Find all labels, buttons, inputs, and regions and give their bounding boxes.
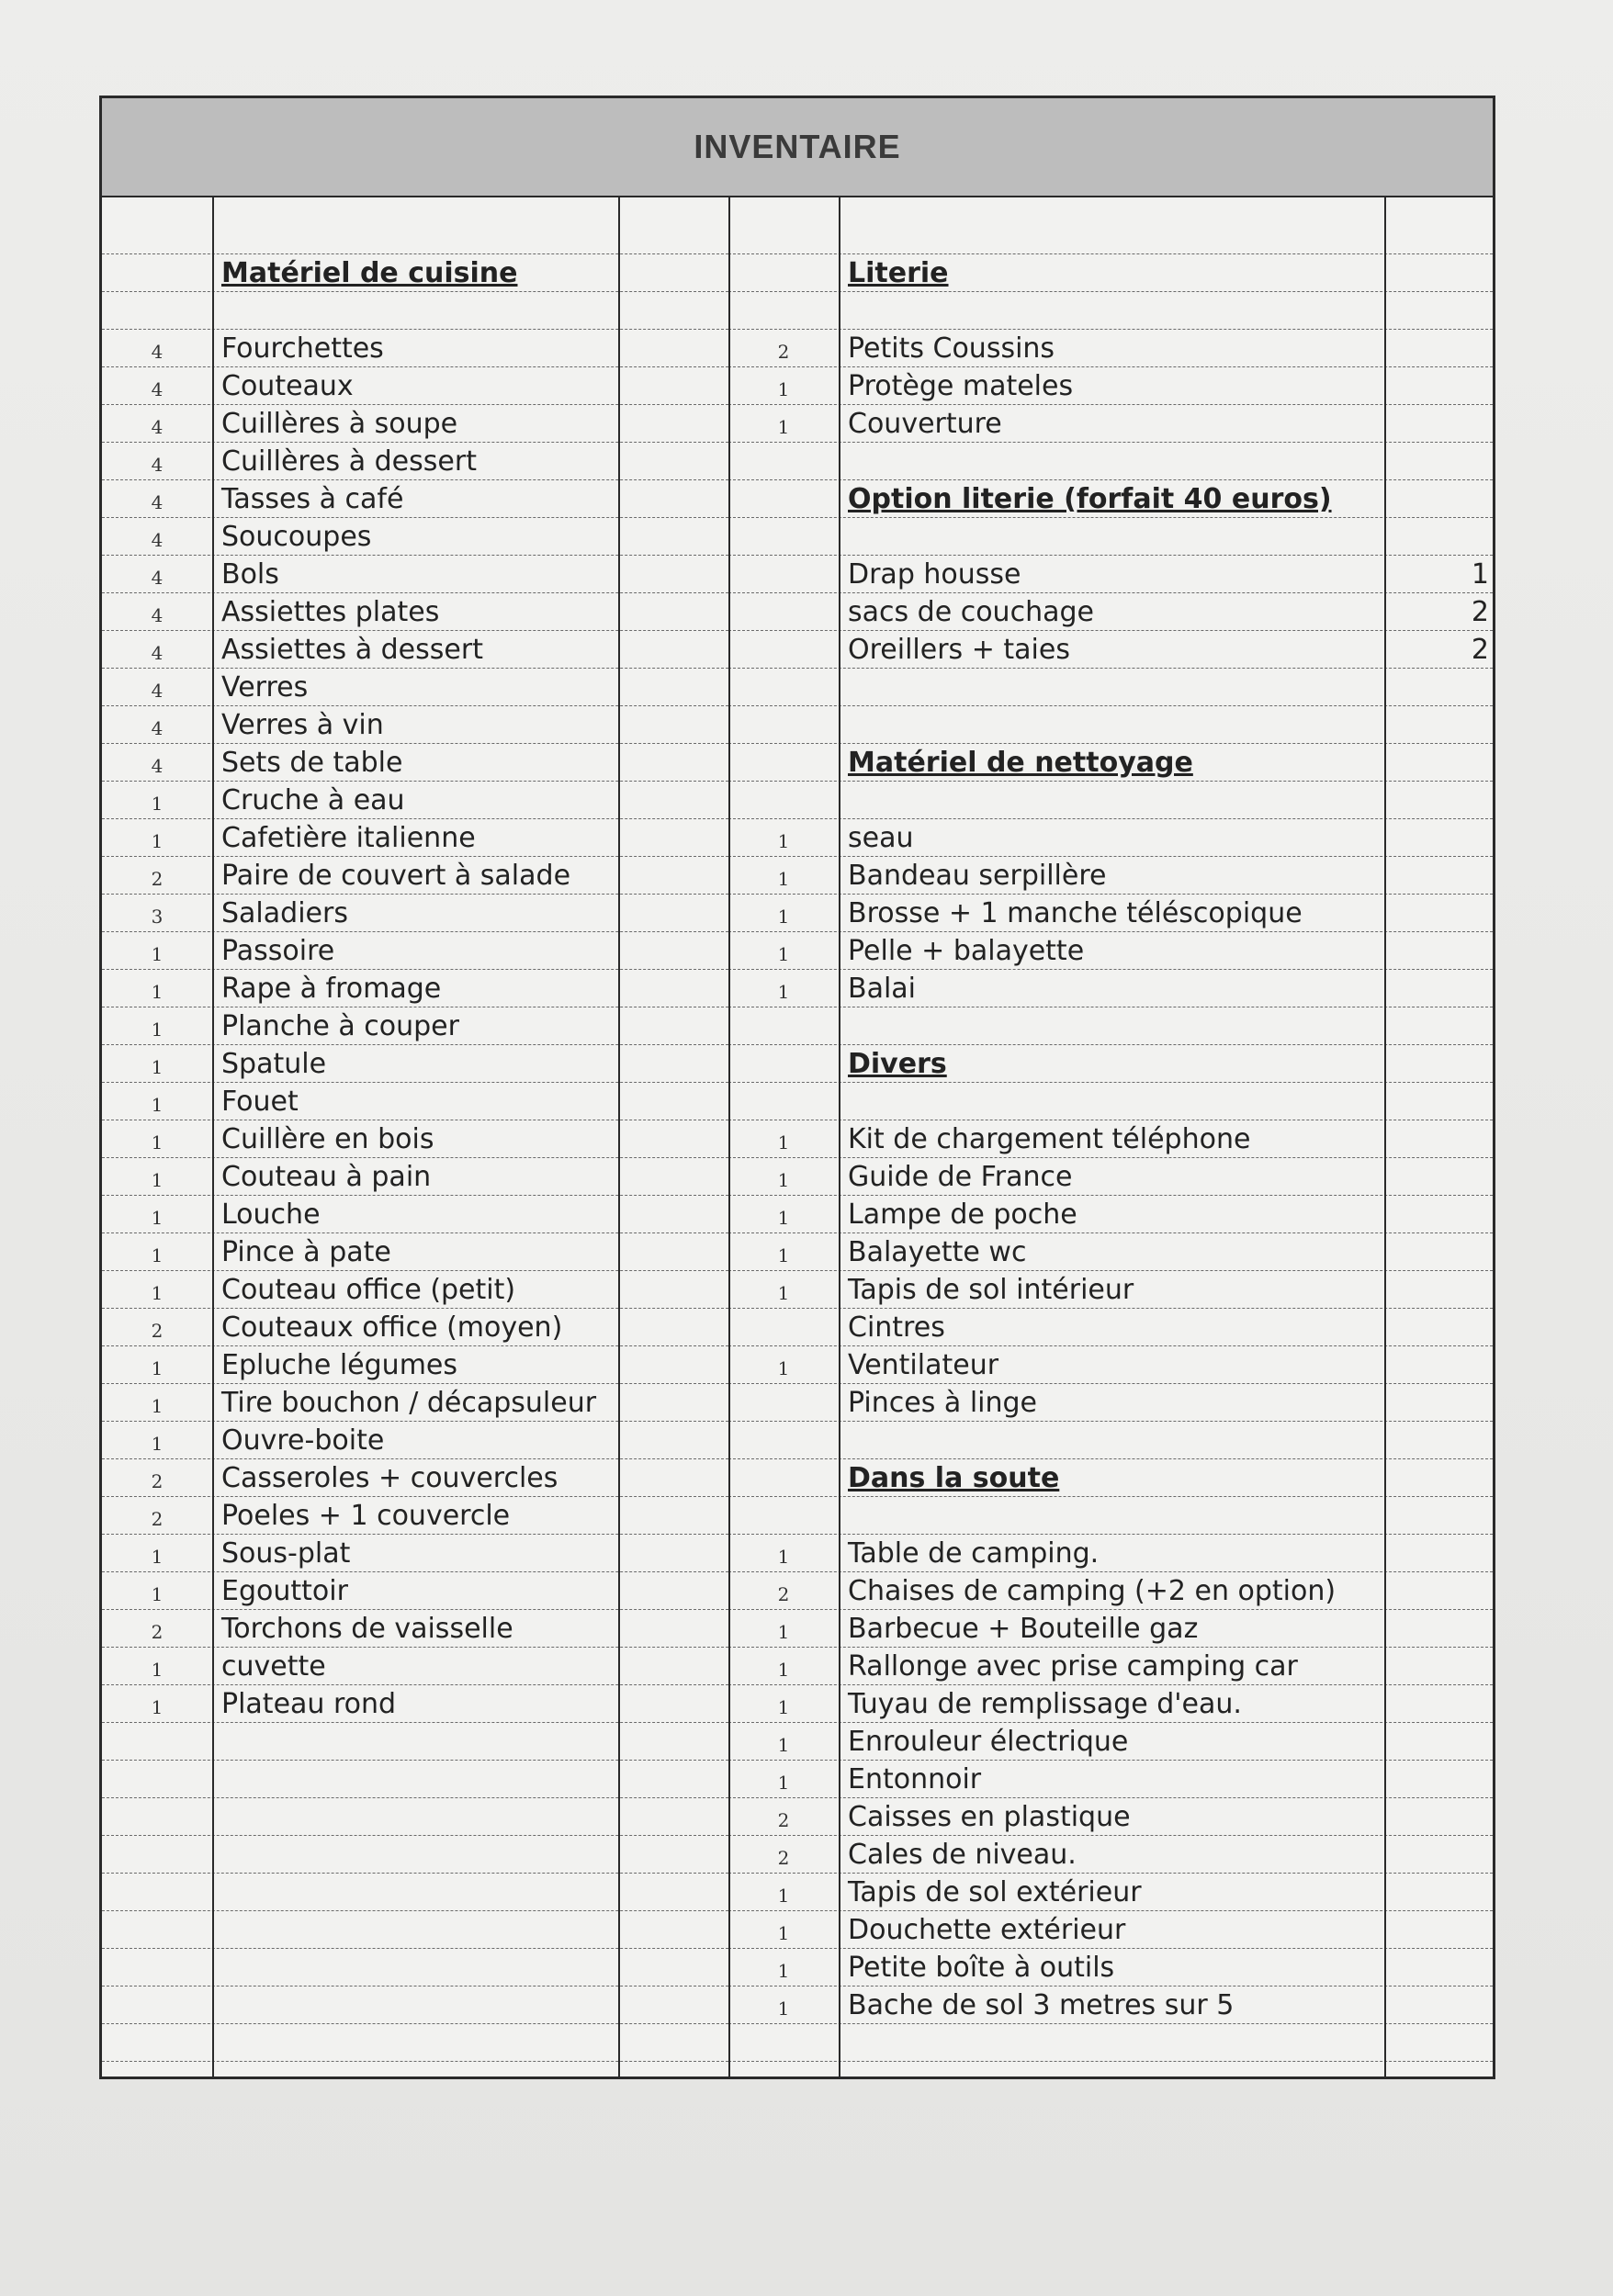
- item-label: Petite boîte à outils: [848, 1952, 1115, 1984]
- inventory-row: [728, 367, 1493, 405]
- inventory-row: [102, 1798, 728, 1836]
- item-quantity: 4: [151, 378, 164, 400]
- item-quantity: 1: [777, 1659, 790, 1681]
- inventory-row: [728, 330, 1493, 367]
- inventory-row: [102, 1610, 728, 1648]
- item-quantity: 2: [777, 1847, 790, 1869]
- item-label: Casseroles + couvercles: [221, 1462, 558, 1494]
- item-label: Tasses à café: [221, 483, 404, 515]
- item-quantity: 1: [151, 830, 164, 852]
- inventory-row: [102, 1497, 728, 1535]
- item-quantity: 1: [777, 1282, 790, 1304]
- item-label: Cintres: [848, 1311, 945, 1344]
- item-quantity: 1: [151, 1583, 164, 1605]
- inventory-row: [102, 518, 728, 556]
- inventory-row: [728, 593, 1493, 631]
- item-label: Bols: [221, 558, 279, 591]
- column-divider: [618, 196, 620, 2077]
- inventory-row: [102, 669, 728, 706]
- inventory-row: [728, 1836, 1493, 1874]
- item-quantity: 2: [151, 868, 164, 890]
- item-label: sacs de couchage: [848, 596, 1094, 628]
- item-quantity: 1: [777, 1244, 790, 1266]
- section-heading-row: [728, 254, 1493, 292]
- item-label: Drap housse: [848, 558, 1021, 591]
- inventory-row: [102, 405, 728, 443]
- item-label: Plateau rond: [221, 1688, 397, 1720]
- inventory-row: [102, 1384, 728, 1422]
- item-label: Sous-plat: [221, 1537, 351, 1570]
- item-label: Protège mateles: [848, 370, 1074, 402]
- item-quantity: 2: [777, 1809, 790, 1831]
- item-quantity: 1: [777, 1357, 790, 1379]
- inventory-row: [728, 631, 1493, 669]
- item-quantity: 2: [151, 1621, 164, 1643]
- item-label: Chaises de camping (+2 en option): [848, 1575, 1337, 1607]
- inventory-sheet: [99, 96, 1495, 2079]
- inventory-row: [102, 631, 728, 669]
- inventory-row: [102, 1761, 728, 1798]
- inventory-row: [728, 1271, 1493, 1309]
- inventory-row: [102, 1120, 728, 1158]
- item-label: Rallonge avec prise camping car: [848, 1650, 1298, 1683]
- column-divider: [728, 196, 730, 2077]
- inventory-row: [728, 292, 1493, 330]
- item-quantity: 1: [151, 1395, 164, 1417]
- item-quantity: 1: [151, 1244, 164, 1266]
- inventory-row: [728, 1949, 1493, 1986]
- item-quantity: 2: [151, 1470, 164, 1492]
- item-label: Sets de table: [221, 747, 403, 779]
- item-label: Rape à fromage: [221, 973, 442, 1005]
- item-quantity: 4: [151, 567, 164, 589]
- inventory-row: [728, 1685, 1493, 1723]
- inventory-row: [102, 1723, 728, 1761]
- item-quantity: 1: [777, 1960, 790, 1982]
- inventory-row: [728, 1911, 1493, 1949]
- item-label: Balayette wc: [848, 1236, 1027, 1268]
- inventory-row: [728, 443, 1493, 480]
- section-heading-row: [728, 744, 1493, 782]
- item-label: Douchette extérieur: [848, 1914, 1126, 1946]
- section-heading: Literie: [848, 257, 949, 289]
- left-column: [102, 196, 728, 2062]
- item-quantity: 1: [151, 1094, 164, 1116]
- item-label: Poeles + 1 couvercle: [221, 1500, 511, 1532]
- item-quantity: 4: [151, 604, 164, 626]
- inventory-row: [102, 819, 728, 857]
- inventory-row: [102, 1309, 728, 1346]
- section-heading-row: [728, 1045, 1493, 1083]
- item-quantity: 1: [151, 1169, 164, 1191]
- item-label: Planche à couper: [221, 1010, 459, 1042]
- inventory-row: [102, 1535, 728, 1572]
- item-label: Couverture: [848, 408, 1002, 440]
- inventory-row: [102, 1685, 728, 1723]
- item-quantity: 1: [151, 793, 164, 815]
- item-quantity: 4: [151, 491, 164, 513]
- item-label: Caisses en plastique: [848, 1801, 1131, 1833]
- item-label: seau: [848, 822, 914, 854]
- inventory-row: [728, 1572, 1493, 1610]
- item-label: Brosse + 1 manche téléscopique: [848, 897, 1303, 929]
- item-quantity: 2: [777, 1583, 790, 1605]
- inventory-row: [102, 1874, 728, 1911]
- inventory-row: [102, 1986, 728, 2024]
- inventory-row: [102, 1836, 728, 1874]
- item-label: Fouet: [221, 1086, 299, 1118]
- item-label: Soucoupes: [221, 521, 372, 553]
- item-quantity: 1: [777, 868, 790, 890]
- item-quantity: 1: [777, 1998, 790, 2020]
- inventory-row: [728, 196, 1493, 254]
- inventory-row: [728, 556, 1493, 593]
- item-label: Couteaux: [221, 370, 354, 402]
- item-quantity: 3: [151, 906, 164, 928]
- inventory-row: [102, 480, 728, 518]
- inventory-row: [102, 782, 728, 819]
- item-label: Fourchettes: [221, 332, 384, 365]
- inventory-row: [728, 2024, 1493, 2062]
- item-quantity: 1: [151, 1546, 164, 1568]
- item-quantity: 1: [777, 906, 790, 928]
- item-quantity: 4: [151, 680, 164, 702]
- inventory-row: [102, 744, 728, 782]
- inventory-row: [728, 1007, 1493, 1045]
- inventory-row: [728, 405, 1493, 443]
- item-quantity: 4: [151, 642, 164, 664]
- inventory-row: [728, 1120, 1493, 1158]
- item-label: Cuillères à dessert: [221, 445, 477, 478]
- option-quantity: 2: [1471, 596, 1489, 628]
- inventory-row: [728, 932, 1493, 970]
- item-quantity: 1: [777, 1772, 790, 1794]
- item-quantity: 1: [777, 943, 790, 965]
- item-quantity: 4: [151, 755, 164, 777]
- section-heading-row: [728, 1459, 1493, 1497]
- inventory-row: [102, 1271, 728, 1309]
- inventory-row: [728, 819, 1493, 857]
- item-quantity: 4: [151, 416, 164, 438]
- item-label: Cruche à eau: [221, 784, 405, 816]
- section-heading: Matériel de cuisine: [221, 257, 518, 289]
- inventory-row: [728, 895, 1493, 932]
- item-quantity: 1: [151, 1659, 164, 1681]
- inventory-row: [102, 1911, 728, 1949]
- inventory-row: [728, 1874, 1493, 1911]
- inventory-row: [728, 669, 1493, 706]
- item-quantity: 1: [777, 1546, 790, 1568]
- item-label: Oreillers + taies: [848, 634, 1070, 666]
- item-quantity: 1: [777, 1207, 790, 1229]
- inventory-row: [728, 782, 1493, 819]
- inventory-row: [102, 2024, 728, 2062]
- item-label: Spatule: [221, 1048, 327, 1080]
- item-quantity: 4: [151, 717, 164, 739]
- item-quantity: 1: [151, 1056, 164, 1078]
- section-heading: Matériel de nettoyage: [848, 747, 1193, 779]
- inventory-row: [728, 970, 1493, 1007]
- inventory-row: [102, 1572, 728, 1610]
- item-quantity: 1: [151, 1019, 164, 1041]
- inventory-row: [728, 1196, 1493, 1233]
- inventory-row: [102, 196, 728, 254]
- item-label: Tuyau de remplissage d'eau.: [848, 1688, 1242, 1720]
- item-label: Balai: [848, 973, 917, 1005]
- item-quantity: 4: [151, 529, 164, 551]
- item-label: Tire bouchon / décapsuleur: [221, 1387, 597, 1419]
- item-label: Pelle + balayette: [848, 935, 1085, 967]
- item-label: Assiettes plates: [221, 596, 440, 628]
- item-label: Couteaux office (moyen): [221, 1311, 563, 1344]
- item-label: Enrouleur électrique: [848, 1726, 1129, 1758]
- item-label: Cuillères à soupe: [221, 408, 458, 440]
- item-quantity: 1: [151, 1131, 164, 1154]
- inventory-row: [728, 1384, 1493, 1422]
- inventory-row: [728, 1233, 1493, 1271]
- inventory-row: [728, 706, 1493, 744]
- item-quantity: 1: [777, 1169, 790, 1191]
- inventory-row: [102, 1007, 728, 1045]
- item-label: Table de camping.: [848, 1537, 1100, 1570]
- item-label: Bandeau serpillère: [848, 860, 1107, 892]
- item-label: Pinces à linge: [848, 1387, 1038, 1419]
- inventory-row: [102, 1233, 728, 1271]
- inventory-row: [728, 1158, 1493, 1196]
- item-label: Paire de couvert à salade: [221, 860, 571, 892]
- inventory-row: [728, 1535, 1493, 1572]
- item-label: Bache de sol 3 metres sur 5: [848, 1989, 1235, 2021]
- item-label: Cuillère en bois: [221, 1123, 434, 1155]
- item-quantity: 1: [151, 981, 164, 1003]
- inventory-row: [102, 443, 728, 480]
- section-heading-row: [728, 480, 1493, 518]
- item-label: Tapis de sol intérieur: [848, 1274, 1134, 1306]
- item-quantity: 1: [777, 1696, 790, 1718]
- inventory-row: [102, 706, 728, 744]
- item-label: Tapis de sol extérieur: [848, 1876, 1142, 1908]
- option-quantity: 2: [1471, 634, 1489, 666]
- item-label: Couteau office (petit): [221, 1274, 516, 1306]
- inventory-row: [102, 1346, 728, 1384]
- item-quantity: 2: [777, 341, 790, 363]
- inventory-row: [728, 1346, 1493, 1384]
- item-quantity: 1: [151, 1696, 164, 1718]
- inventory-row: [102, 330, 728, 367]
- title-bar: [102, 98, 1493, 197]
- item-label: Verres à vin: [221, 709, 384, 741]
- item-quantity: 1: [777, 1885, 790, 1907]
- item-label: Guide de France: [848, 1161, 1073, 1193]
- inventory-grid: [102, 196, 1493, 2077]
- inventory-row: [102, 1949, 728, 1986]
- item-quantity: 4: [151, 454, 164, 476]
- item-quantity: 1: [777, 416, 790, 438]
- inventory-row: [728, 1497, 1493, 1535]
- item-label: Verres: [221, 671, 309, 703]
- item-label: Egouttoir: [221, 1575, 348, 1607]
- section-heading: Dans la soute: [848, 1462, 1060, 1494]
- item-quantity: 4: [151, 341, 164, 363]
- inventory-row: [728, 1083, 1493, 1120]
- item-label: Cales de niveau.: [848, 1839, 1077, 1871]
- item-quantity: 1: [151, 1433, 164, 1455]
- item-label: Torchons de vaisselle: [221, 1613, 513, 1645]
- item-label: Kit de chargement téléphone: [848, 1123, 1251, 1155]
- column-divider: [212, 196, 214, 2077]
- inventory-row: [728, 1723, 1493, 1761]
- item-label: Assiettes à dessert: [221, 634, 483, 666]
- inventory-row: [102, 970, 728, 1007]
- item-quantity: 1: [777, 830, 790, 852]
- inventory-row: [102, 1459, 728, 1497]
- item-quantity: 2: [151, 1320, 164, 1342]
- inventory-row: [102, 367, 728, 405]
- inventory-row: [728, 1610, 1493, 1648]
- inventory-row: [728, 1309, 1493, 1346]
- item-quantity: 1: [777, 1621, 790, 1643]
- inventory-row: [102, 1083, 728, 1120]
- inventory-row: [728, 857, 1493, 895]
- item-label: Ventilateur: [848, 1349, 999, 1381]
- item-quantity: 1: [151, 943, 164, 965]
- inventory-row: [728, 518, 1493, 556]
- item-quantity: 1: [151, 1357, 164, 1379]
- item-quantity: 1: [777, 981, 790, 1003]
- inventory-row: [728, 1422, 1493, 1459]
- item-label: Saladiers: [221, 897, 348, 929]
- inventory-row: [102, 857, 728, 895]
- item-quantity: 1: [151, 1207, 164, 1229]
- item-quantity: 1: [777, 1131, 790, 1154]
- item-label: Ouvre-boite: [221, 1424, 385, 1457]
- inventory-row: [102, 1422, 728, 1459]
- item-label: Epluche légumes: [221, 1349, 458, 1381]
- section-heading: Option literie (forfait 40 euros): [848, 483, 1332, 515]
- inventory-row: [102, 932, 728, 970]
- item-label: Passoire: [221, 935, 335, 967]
- item-quantity: 1: [151, 1282, 164, 1304]
- item-label: Entonnoir: [848, 1763, 982, 1795]
- column-divider: [839, 196, 840, 2077]
- section-heading: Divers: [848, 1048, 947, 1080]
- inventory-row: [728, 1798, 1493, 1836]
- item-quantity: 1: [777, 1922, 790, 1944]
- inventory-row: [102, 1045, 728, 1083]
- item-quantity: 1: [777, 1734, 790, 1756]
- option-quantity: 1: [1471, 558, 1489, 591]
- item-label: cuvette: [221, 1650, 326, 1683]
- column-divider: [1384, 196, 1386, 2077]
- inventory-row: [102, 895, 728, 932]
- inventory-row: [102, 593, 728, 631]
- item-label: Cafetière italienne: [221, 822, 476, 854]
- inventory-row: [728, 1986, 1493, 2024]
- inventory-row: [728, 1648, 1493, 1685]
- inventory-row: [102, 1196, 728, 1233]
- right-column: [728, 196, 1493, 2062]
- section-heading-row: [102, 254, 728, 292]
- inventory-row: [102, 556, 728, 593]
- item-quantity: 1: [777, 378, 790, 400]
- page-title: INVENTAIRE: [694, 128, 901, 165]
- item-label: Lampe de poche: [848, 1199, 1077, 1231]
- item-label: Couteau à pain: [221, 1161, 432, 1193]
- inventory-row: [102, 292, 728, 330]
- item-label: Petits Coussins: [848, 332, 1055, 365]
- item-label: Barbecue + Bouteille gaz: [848, 1613, 1199, 1645]
- item-quantity: 2: [151, 1508, 164, 1530]
- inventory-row: [102, 1158, 728, 1196]
- inventory-row: [102, 1648, 728, 1685]
- item-label: Pince à pate: [221, 1236, 391, 1268]
- inventory-row: [728, 1761, 1493, 1798]
- item-label: Louche: [221, 1199, 321, 1231]
